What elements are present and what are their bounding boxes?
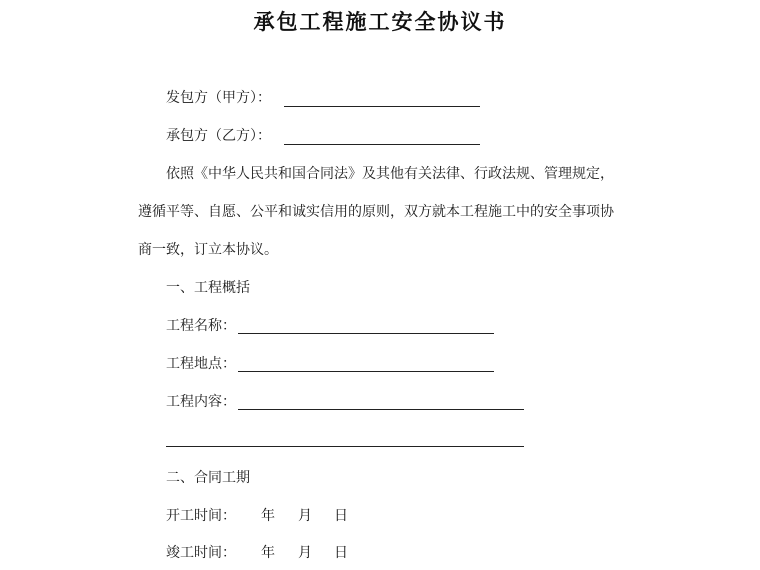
section-2-heading: 二、合同工期 <box>166 470 250 486</box>
start-time-label: 开工时间： <box>166 508 236 524</box>
section-1-heading: 一、工程概括 <box>166 280 250 296</box>
end-year: 年 <box>261 545 275 561</box>
project-content-blank <box>238 409 524 410</box>
end-time-label: 竣工时间： <box>166 545 236 561</box>
party-a-blank <box>284 106 480 107</box>
start-day: 日 <box>334 508 348 524</box>
start-month: 月 <box>298 508 312 524</box>
document-title: 承包工程施工安全协议书 <box>253 9 507 34</box>
end-month: 月 <box>298 545 312 561</box>
party-b-label: 承包方（乙方）： <box>166 128 271 144</box>
intro-line-2: 遵循平等、自愿、公平和诚实信用的原则，双方就本工程施工中的安全事项协 <box>138 204 614 220</box>
intro-line-1: 依照《中华人民共和国合同法》及其他有关法律、行政法规、管理规定， <box>166 166 614 182</box>
party-b-blank <box>284 144 480 145</box>
project-content-blank-2 <box>166 446 524 447</box>
start-year: 年 <box>261 508 275 524</box>
project-content-label: 工程内容： <box>166 394 236 410</box>
project-name-blank <box>238 333 494 334</box>
party-a-label: 发包方（甲方）： <box>166 90 271 106</box>
project-location-blank <box>238 371 494 372</box>
project-location-label: 工程地点： <box>166 356 236 372</box>
project-name-label: 工程名称： <box>166 318 236 334</box>
end-day: 日 <box>334 545 348 561</box>
intro-line-3: 商一致，订立本协议。 <box>138 242 278 258</box>
